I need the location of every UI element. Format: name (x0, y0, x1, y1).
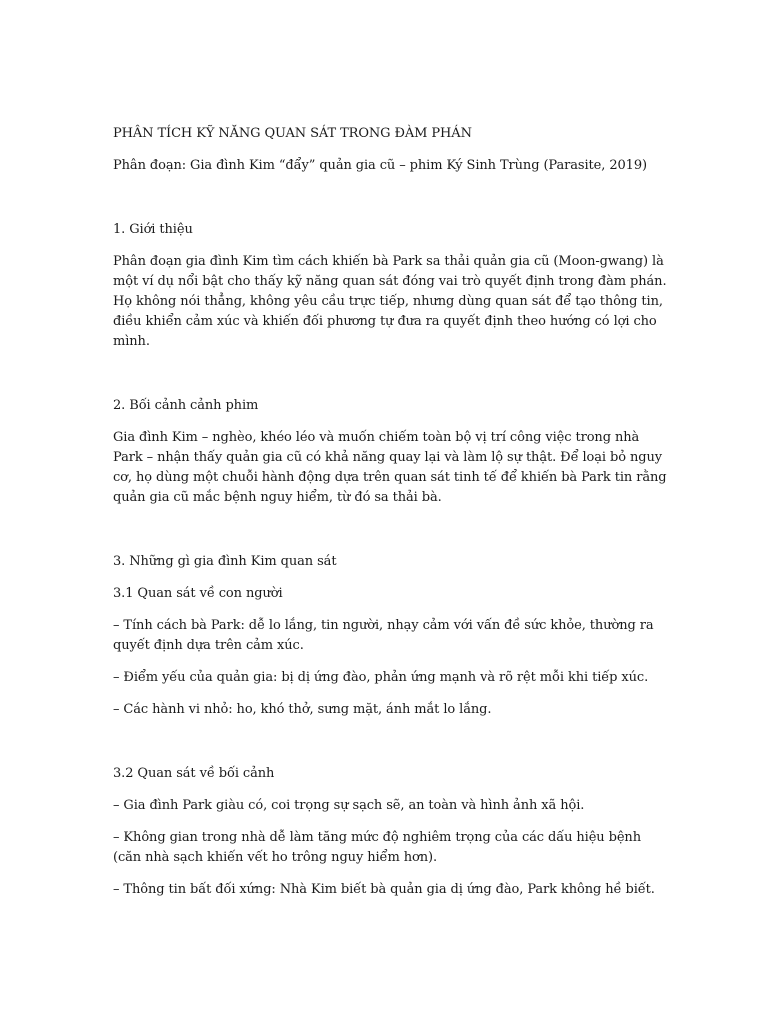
section-3-1-item: – Các hành vi nhỏ: ho, khó thở, sưng mặt, ánh mắt lo lắng. (113, 702, 492, 717)
section-3-2-item: – Gia đình Park giàu có, coi trọng sự sạch sẽ, an toàn và hình ảnh xã hội. (113, 798, 585, 813)
section-2-heading: 2. Bối cảnh cảnh phim (113, 398, 259, 413)
section-2-body: Gia đình Kim – nghèo, khéo léo và muốn chiếm toàn bộ vị trí công việc trong nhà Park – nhận thấy quản gia cũ có khả năng quay lại và làm lộ sự thật. Để loại bỏ nguy cơ, họ dùng một chuỗi hành động dựa trên quan sát tinh tế để khiến bà Park tin rằng quản gia cũ mắc bệnh nguy hiểm, từ đó sa thải bà. (113, 430, 667, 505)
section-3-1-item: – Điểm yếu của quản gia: bị dị ứng đào, phản ứng mạnh và rõ rệt mỗi khi tiếp xúc. (113, 670, 649, 685)
section-1-heading: 1. Giới thiệu (113, 222, 193, 237)
document-title: PHÂN TÍCH KỸ NĂNG QUAN SÁT TRONG ĐÀM PHÁN (113, 126, 472, 141)
document-subtitle: Phân đoạn: Gia đình Kim “đẩy” quản gia cũ – phim Ký Sinh Trùng (Parasite, 2019) (113, 158, 647, 173)
section-1-body: Phân đoạn gia đình Kim tìm cách khiến bà Park sa thải quản gia cũ (Moon-gwang) là một ví dụ nổi bật cho thấy kỹ năng quan sát đóng vai trò quyết định trong đàm phán. Họ không nói thẳng, không yêu cầu trực tiếp, nhưng dùng quan sát để tạo thông tin, điều khiển cảm xúc và khiến đối phương tự đưa ra quyết định theo hướng có lợi cho mình. (113, 254, 667, 349)
section-3-2-heading: 3.2 Quan sát về bối cảnh (113, 766, 275, 781)
section-3-2-item: – Không gian trong nhà dễ làm tăng mức độ nghiêm trọng của các dấu hiệu bệnh (căn nhà sạch khiến vết ho trông nguy hiểm hơn). (113, 830, 641, 865)
section-3-2-item: – Thông tin bất đối xứng: Nhà Kim biết bà quản gia dị ứng đào, Park không hề biết. (113, 882, 655, 897)
section-3-1-item: – Tính cách bà Park: dễ lo lắng, tin người, nhạy cảm với vấn đề sức khỏe, thường ra quyết định dựa trên cảm xúc. (113, 618, 654, 653)
section-3-heading: 3. Những gì gia đình Kim quan sát (113, 554, 337, 569)
section-3-1-heading: 3.1 Quan sát về con người (113, 586, 283, 601)
